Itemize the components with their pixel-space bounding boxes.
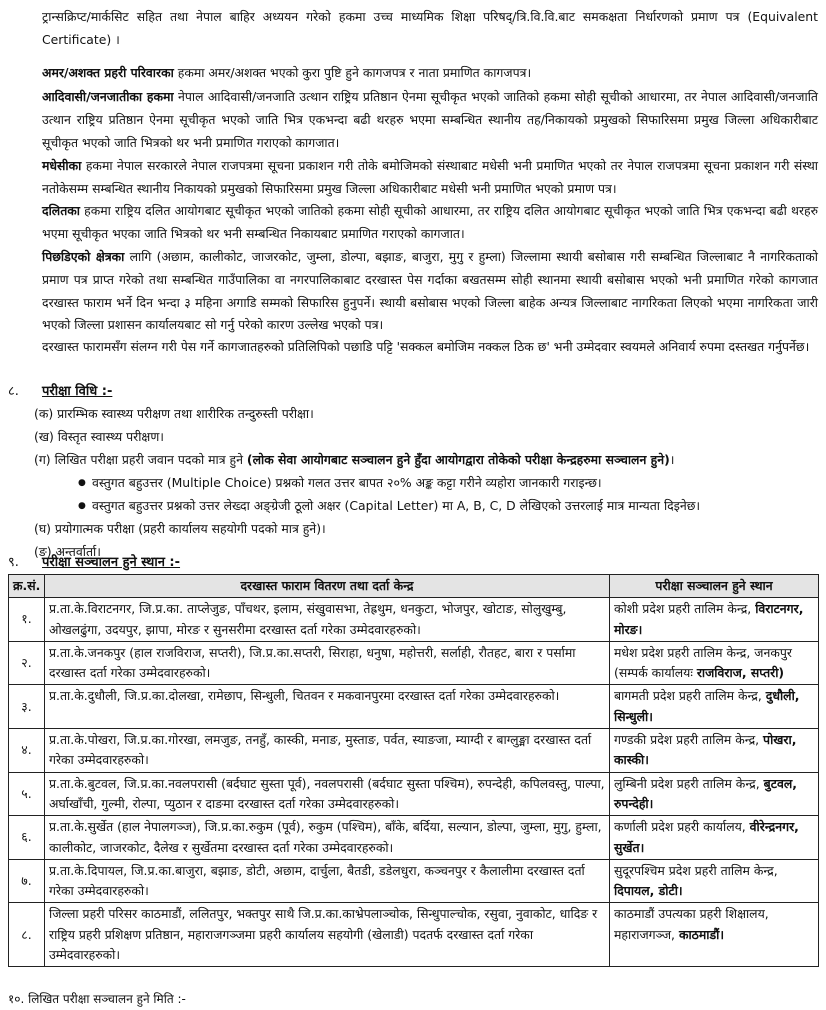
item-text: दरखास्त फारामसँग संलग्न गरी पेस गर्ने कागजातहरुको प्रतिलिपिको पछाडि पट्टि 'सक्कल बमोजिम नक्कल ठिक छ' भनी उम्मेदवार स्वयमले अनिवार्य रुपमा दस्तखत गर्नुपर्नेछ।	[42, 339, 810, 354]
row-center: प्र.ता.के.दुधौली, जि.प्र.का.दोलखा, रामेछाप, सिन्धुली, चितवन र मकवानपुरमा दरखास्त दर्ता गरेका उम्मेदवारहरुको।	[45, 685, 610, 729]
row-number: ५.	[9, 772, 45, 816]
row-center: प्र.ता.के.जनकपुर (हाल राजविराज, सप्तरी), जि.प्र.का.सप्तरी, सिराहा, धनुषा, महोत्तरी, सर्लाही, रौतहट, बारा र पर्सामा दरखास्त दर्ता गरेका उम्मेदवारहरुको।	[45, 641, 610, 685]
place-text: लुम्बिनी प्रदेश प्रहरी तालिम केन्द्र,	[614, 775, 760, 791]
heading-number: ९.	[8, 555, 19, 570]
table-row	[9, 729, 819, 773]
item-cha	[8, 155, 818, 201]
col-header-number: क्र.सं.	[9, 575, 45, 598]
heading-text: परीक्षा विधि :-	[42, 384, 113, 399]
item-marker	[8, 86, 42, 109]
table-row	[9, 598, 819, 642]
place-bold: दुधौली, सिन्धुली।	[614, 688, 800, 724]
item-text: हकमा नेपाल सरकारले नेपाल राजपत्रमा सूचना प्रकाशन गरी तोके बमोजिमको संस्थाबाट मधेसी भनी प्रमाणित भएको तर नेपाल राजपत्रमा सूचना प्रकाशन गरी संस्था नतोकेसम्म सम्बन्धित स्थानीय निकायको प्रमुखको सिफारिसमा प्रमुख जिल्ला अधिकारीबाट मधेसी भनी प्रमाणित भएको प्रमाण पत्र।	[42, 158, 818, 196]
section-9-heading	[8, 552, 180, 574]
row-place	[610, 903, 819, 967]
place-bold: पोखरा, कास्की।	[614, 732, 797, 768]
bullet-capital-letter: ● वस्तुगत बहुउत्तर प्रश्नको उत्तर लेख्दा अङ्ग्रेजी ठूलो अक्षर (Capital Letter) मा A, B, C, D लेखिएको उत्तरलाई मात्र मान्यता दिइनेछ।	[92, 495, 700, 518]
place-bold: बुटवल, रुपन्देही।	[614, 775, 797, 811]
item-bold: दलितका	[42, 203, 80, 218]
col-header-center: दरखास्त फाराम वितरण तथा दर्ता केन्द्र	[45, 575, 610, 598]
row-place	[610, 598, 819, 642]
exam-step-a: (क) प्रारम्भिक स्वास्थ्य परीक्षण तथा शारीरिक तन्दुरुस्ती परीक्षा।	[34, 406, 314, 421]
item-marker	[8, 200, 42, 223]
item-chha	[8, 200, 818, 246]
item-bold: अमर/अशक्त प्रहरी परिवारका	[42, 65, 174, 80]
place-text: कोशी प्रदेश प्रहरी तालिम केन्द्र,	[614, 601, 752, 617]
item-transcript	[8, 6, 818, 52]
table-row	[9, 641, 819, 685]
exam-step-c-end: ।	[669, 452, 675, 467]
exam-step-e: (ङ) अन्तर्वार्ता।	[34, 544, 101, 559]
row-place	[610, 772, 819, 816]
exam-step-c-text: (ग) लिखित परीक्षा प्रहरी जवान पदको मात्र हुने	[34, 452, 247, 467]
place-bold: काठमाडौं।	[678, 926, 725, 942]
row-place	[610, 641, 819, 685]
place-text: सुदूरपश्चिम प्रदेश प्रहरी तालिम केन्द्र,	[614, 862, 778, 878]
row-place	[610, 729, 819, 773]
row-center: प्र.ता.के.दिपायल, जि.प्र.का.बाजुरा, बझाङ, डोटी, अछाम, दार्चुला, बैतडी, डडेलधुरा, कञ्चनपुर र कैलालीमा दरखास्त दर्ता गरेका उम्मेदवारहरुको।	[45, 859, 610, 903]
item-marker	[8, 336, 42, 359]
row-center: जिल्ला प्रहरी परिसर काठमाडौं, ललितपुर, भक्तपुर साथै जि.प्र.का.काभ्रेपलाञ्चोक, सिन्धुपाल्चोक, रसुवा, नुवाकोट, धादिङ र राष्ट्रिय प्रहरी प्रशिक्षण प्रतिष्ठान, महाराजगञ्जमा प्रहरी कार्यालय सहयोगी (खेलाडी) पदतर्फ दरखास्त दर्ता गरेका उम्मेदवारहरुको।	[45, 903, 610, 967]
item-text: ट्रान्सक्रिप्ट/मार्कसिट सहित तथा नेपाल बाहिर अध्ययन गरेको हकमा उच्च माध्यमिक शिक्षा परिषद्/त्रि.वि.वि.बाट समकक्षता निर्धारणको प्रमाण पत्र (Equivalent Certificate) ।	[42, 9, 818, 47]
heading-number: ८.	[8, 384, 19, 399]
heading-text: परीक्षा सञ्चालन हुने स्थान :-	[42, 555, 181, 570]
item-text: हकमा राष्ट्रिय दलित आयोगबाट सूचीकृत भएको जातिको हकमा सोही सूचीको आधारमा, तर राष्ट्रिय दलित आयोगबाट सूचीकृत भएको जाति भित्र एकभन्दा बढी थरहरु भएमा सूचीकृत भएका जाति भित्रको थर भनी सम्बन्धित निकायबाट प्रमाणित गराएको कागजात।	[42, 203, 818, 241]
table-row	[9, 903, 819, 967]
place-bold: विराटनगर, मोरङ।	[614, 601, 804, 637]
item-text: नेपाल आदिवासी/जनजाति उत्थान राष्ट्रिय प्रतिष्ठान ऐनमा सूचीकृत भएको जातिको हकमा सोही सूचीको आधारमा, तर नेपाल आदिवासी/जनजाति उत्थान राष्ट्रिय प्रतिष्ठान ऐनमा सूचीकृत भएको जाति भित्र एकभन्दा बढी थरहरु भएमा सम्बन्धित स्थानीय तह/निकायको प्रमुखको सिफारिसमा प्रमुख जिल्ला अधिकारीबाट सूचीकृत भएको जाति भित्रको थर भनी प्रमाणित गराएको कागजात।	[42, 89, 818, 150]
item-text: लागि (अछाम, कालीकोट, जाजरकोट, जुम्ला, डोल्पा, बझाङ, बाजुरा, मुगु र हुम्ला) जिल्लामा स्थायी बसोबास गरी सम्बन्धित जिल्लाबाट नै नागरिकताको प्रमाण पत्र प्राप्त गरेको तथा सम्बन्धित गाउँपालिका वा नगरपालिकाबाट दरखास्त पेस गर्दाका बखतसम्म सोही स्थानमा स्थायी बसोबास भएको भनी प्रमाणित गरेको कागजात दरखास्त फाराम भर्ने दिन भन्दा ३ महिना अगाडि सम्मको सिफारिस हुनुपर्ने। स्थायी बसोबास भएको जिल्ला बाहेक अन्यत्र जिल्लाबाट नागरिकता लिएको भएमा नागरिकता जारी भएको जिल्ला प्रशासन कार्यालयबाट सो गर्नु परेको कारण उल्लेख भएको पत्र।	[42, 249, 818, 333]
item-ja	[8, 246, 818, 337]
col-header-place: परीक्षा सञ्चालन हुने स्थान	[610, 575, 819, 598]
place-text: कर्णाली प्रदेश प्रहरी कार्यालय,	[614, 819, 746, 835]
row-number: १.	[9, 598, 45, 642]
exam-step-d: (घ) प्रयोगात्मक परीक्षा (प्रहरी कार्यालय सहयोगी पदको मात्र हुने)।	[34, 521, 326, 536]
table-row	[9, 772, 819, 816]
row-number: ८.	[9, 903, 45, 967]
exam-step-b: (ख) विस्तृत स्वास्थ्य परीक्षण।	[34, 429, 164, 444]
item-marker	[8, 155, 42, 178]
item-bold: मधेसीका	[42, 158, 82, 173]
bullet-multiple-choice: ● वस्तुगत बहुउत्तर (Multiple Choice) प्रश्नको गलत उत्तर बापत २०% अङ्क कट्टा गरीने व्यहोरा जानकारी गराइन्छ।	[92, 472, 602, 495]
item-bold: पिछडिएको क्षेत्रका	[42, 249, 125, 264]
place-text: काठमाडौं उपत्यका प्रहरी शिक्षालय, महाराजगञ्ज,	[614, 906, 769, 942]
row-center: प्र.ता.के.सुर्खेत (हाल नेपालगञ्ज), जि.प्र.का.रुकुम (पूर्व), रुकुम (पश्चिम), बाँके, बर्दिया, सल्यान, डोल्पा, जुम्ला, मुगु, हुम्ला, कालीकोट, जाजरकोट, दैलेख र सुर्खेतमा दरखास्त दर्ता गरेका उम्मेदवारहरुको।	[45, 816, 610, 860]
item-gha	[8, 62, 818, 85]
row-place	[610, 816, 819, 860]
place-text: बागमती प्रदेश प्रहरी तालिम केन्द्र,	[614, 688, 762, 704]
row-center: प्र.ता.के.पोखरा, जि.प्र.का.गोरखा, लमजुङ, तनहुँ, कास्की, मनाङ, मुस्ताङ, पर्वत, स्याङजा, म्याग्दी र बाग्लुङ्मा दरखास्त दर्ता गरेका उम्मेदवारहरुको।	[45, 729, 610, 773]
row-number: २.	[9, 641, 45, 685]
item-marker	[8, 246, 42, 269]
exam-centers-table	[8, 574, 819, 967]
row-place	[610, 685, 819, 729]
row-number: ६.	[9, 816, 45, 860]
table-row	[9, 859, 819, 903]
section-8-heading	[8, 381, 112, 403]
row-number: ७.	[9, 859, 45, 903]
exam-step-c-bold: (लोक सेवा आयोगबाट सञ्चालन हुने हुँदा आयोगद्वारा तोकेको परीक्षा केन्द्रहरुमा सञ्चालन हुने)	[246, 452, 670, 467]
place-bold: दिपायल, डोटी।	[614, 883, 683, 899]
row-place	[610, 859, 819, 903]
item-text: हकमा अमर/अशक्त भएको कुरा पुष्टि हुने कागजपत्र र नाता प्रमाणित कागजपत्र।	[173, 65, 532, 80]
place-text: मधेश प्रदेश प्रहरी तालिम केन्द्र, जनकपुर (सम्पर्क कार्यालयः	[614, 644, 792, 681]
table-row	[9, 685, 819, 729]
row-number: ३.	[9, 685, 45, 729]
exam-step-c	[34, 449, 818, 472]
row-number: ४.	[9, 729, 45, 773]
item-bold: आदिवासी/जनजातीका हकमा	[42, 89, 174, 104]
item-marker	[8, 62, 42, 85]
table-row	[9, 816, 819, 860]
table-header-row	[9, 575, 819, 598]
place-bold: वीरेन्द्रनगर, सुर्खेत।	[614, 819, 799, 855]
next-section-heading: १०. लिखित परीक्षा सञ्चालन हुने मिति :-	[8, 992, 186, 1006]
item-nga	[8, 86, 818, 154]
row-center: प्र.ता.के.बुटवल, जि.प्र.का.नवलपरासी (बर्दघाट सुस्ता पूर्व), नवलपरासी (बर्दघाट सुस्ता पश्चिम), रुपन्देही, कपिलवस्तु, पाल्पा, अर्घाखाँची, गुल्मी, रोल्पा, प्युठान र दाङमा दरखास्त दर्ता गरेका उम्मेदवारहरुको।	[45, 772, 610, 816]
item-jha	[8, 336, 818, 359]
place-text: गण्डकी प्रदेश प्रहरी तालिम केन्द्र,	[614, 732, 760, 748]
row-center: प्र.ता.के.विराटनगर, जि.प्र.का. ताप्लेजुङ, पाँचथर, इलाम, संखुवासभा, तेह्रथुम, धनकुटा, भोजपुर, खोटाङ, सोलुखुम्बु, ओखलढुंगा, उदयपुर, झापा, मोरङ र सुनसरीमा दरखास्त दर्ता गरेका उम्मेदवारहरुको।	[45, 598, 610, 642]
place-bold: राजविराज, सप्तरी)	[696, 665, 785, 681]
